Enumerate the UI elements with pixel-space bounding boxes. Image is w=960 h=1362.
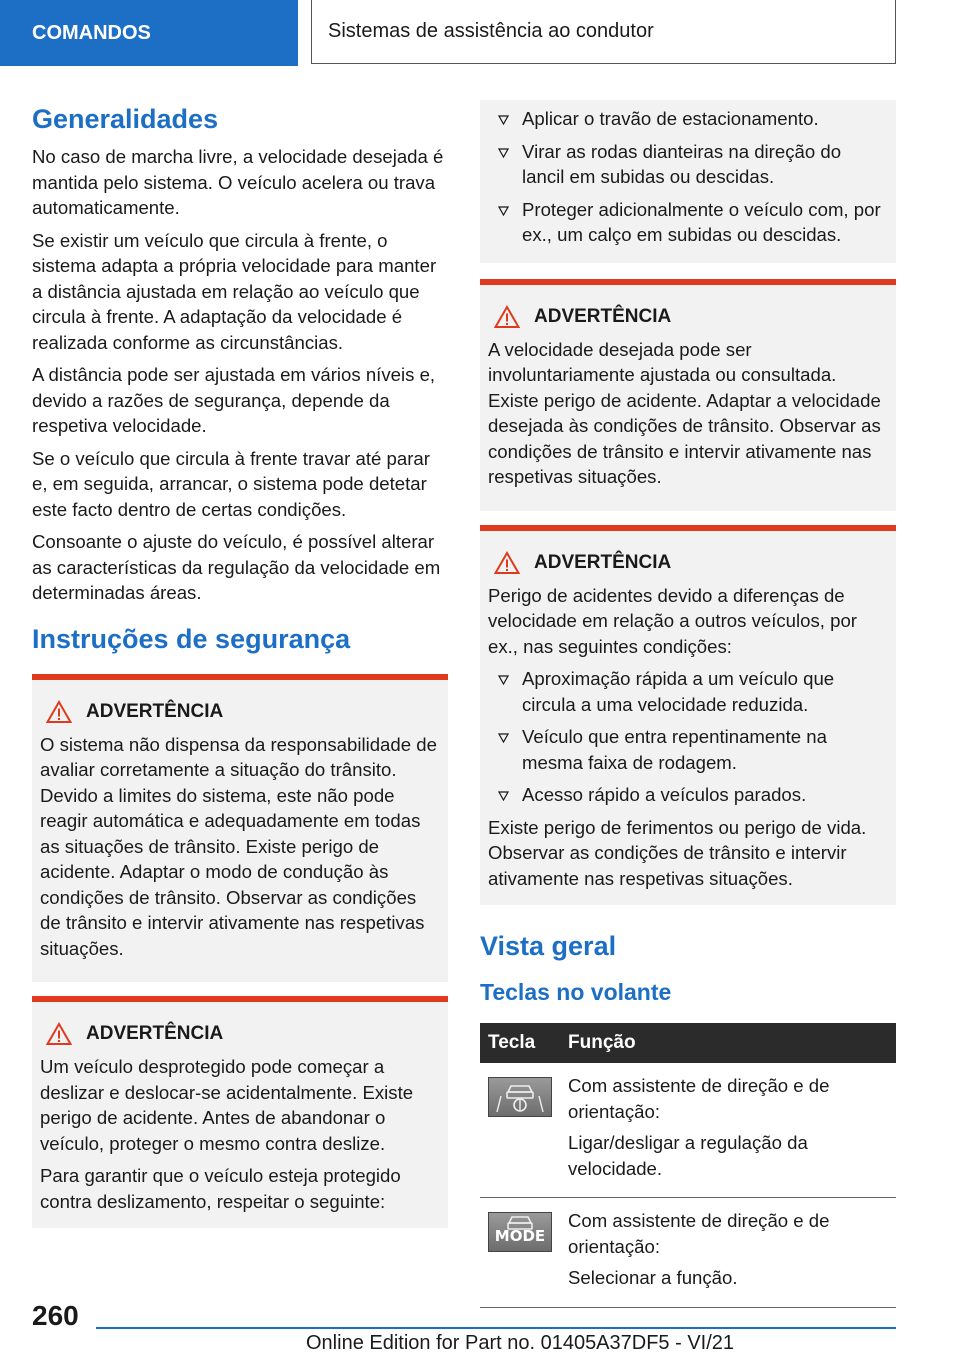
list-item: Aproximação rápida a um veículo que circula a uma velocidade reduzida. (488, 666, 888, 717)
paragraph: No caso de marcha livre, a velocidade desejada é mantida pelo sistema. O veículo acelera ou trava automaticamente. (32, 146, 444, 218)
left-column (32, 100, 448, 1242)
warning-box (480, 279, 896, 511)
precaution-list-box (480, 100, 896, 263)
steering-assist-key-icon (488, 1077, 552, 1117)
table-header-row (480, 1023, 896, 1063)
paragraph: Se o veículo que circula à frente travar até parar e, em seguida, arrancar, o sistema pode detetar este facto dentro de certas condições. (32, 447, 430, 520)
warning-title-text: ADVERTÊNCIA (86, 700, 224, 722)
mode-key-icon (488, 1212, 552, 1252)
warning-text: A velocidade desejada pode ser involuntariamente ajustada ou consultada. Existe perigo de acidente. Adaptar a velocidade desejada às condições de trânsito. Observar as condições de trânsito e intervir ativamente nas respetivas situações. (488, 338, 881, 487)
triangle-bullet-icon (498, 791, 509, 801)
warning-text: Para garantir que o veículo esteja protegido contra deslizamento, respeitar o seguinte: (40, 1165, 401, 1212)
heading-overview: Vista geral (480, 931, 617, 961)
list-item: Veículo que entra repentinamente na mesma faixa de rodagem. (488, 724, 888, 775)
warning-triangle-icon (46, 700, 72, 724)
footer-divider (96, 1327, 896, 1329)
triangle-bullet-icon (498, 148, 509, 158)
warning-title-text: ADVERTÊNCIA (86, 1023, 224, 1044)
section-tab: COMANDOS (0, 0, 298, 66)
warning-title (40, 1022, 440, 1046)
function-text: Selecionar a função. (568, 1267, 738, 1288)
mode-key-label: MODE (494, 1226, 546, 1245)
heading-steering-keys: Teclas no volante (480, 979, 672, 1005)
triangle-bullet-icon (498, 115, 509, 125)
warning-title (40, 700, 440, 724)
chapter-title: Sistemas de assistência ao condutor (311, 0, 896, 64)
page-number: 260 (32, 1300, 79, 1331)
warning-box (32, 674, 448, 983)
precaution-list (488, 106, 888, 248)
keys-table (480, 1023, 896, 1308)
warning-title-text: ADVERTÊNCIA (534, 551, 672, 573)
warning-text: Um veículo desprotegido pode começar a deslizar e deslocar-se acidentalmente. Existe perigo de acidente. Antes de abandonar o veículo, proteger o mesmo contra deslize. (40, 1056, 414, 1154)
function-text: Ligar/desligar a regulação da velocidade. (568, 1132, 808, 1179)
paragraph: Consoante o ajuste do veículo, é possível alterar as características da regulação da velocidade em determinadas áreas. (32, 531, 441, 603)
warning-list (488, 666, 888, 808)
paragraph: A distância pode ser ajustada em vários níveis e, devido a razões de segurança, depende da respetiva velocidade. (32, 364, 436, 436)
list-item: Acesso rápido a veículos parados. (488, 782, 888, 808)
warning-text: Existe perigo de ferimentos ou perigo de vida. Observar as condições de trânsito e intervir ativamente nas respetivas situações. (488, 816, 867, 889)
warning-text: O sistema não dispensa da responsabilidade de avaliar corretamente a situação do trânsito. Devido a limites do sistema, este não pode reagir automática e adequadamente em todas as situações de trânsito. Existe perigo de acidente. Adaptar o modo de condução às condições de trânsito. Observar as condições de trânsito e intervir ativamente nas respetivas situações. (40, 733, 437, 959)
warning-triangle-icon (46, 1022, 72, 1046)
triangle-bullet-icon (498, 733, 509, 743)
warning-box (32, 996, 448, 1228)
warning-text: Perigo de acidentes devido a diferenças de velocidade em relação a outros veículos, por ex., nas seguintes condições: (488, 584, 857, 657)
paragraph: Se existir um veículo que circula à frente, o sistema adapta a própria velocidade para manter a distância ajustada em relação ao veículo que circula à frente. A adaptação da velocidade é realizada conforme as circunstâncias. (32, 229, 437, 353)
table-row (480, 1063, 896, 1198)
function-text: Com assistente de direção e de orientação: (568, 1210, 830, 1257)
warning-triangle-icon (494, 551, 520, 575)
list-item: Aplicar o travão de estacionamento. (488, 106, 888, 132)
warning-title-text: ADVERTÊNCIA (534, 305, 672, 327)
column-header-function: Função (560, 1023, 896, 1063)
table-row (480, 1198, 896, 1308)
list-item: Proteger adicionalmente o veículo com, por ex., um calço em subidas ou descidas. (488, 197, 888, 248)
triangle-bullet-icon (498, 206, 509, 216)
list-item: Virar as rodas dianteiras na direção do lancil em subidas ou descidas. (488, 139, 888, 190)
warning-box (480, 525, 896, 906)
warning-title (488, 551, 888, 575)
warning-triangle-icon (494, 305, 520, 329)
right-column (480, 100, 896, 1308)
triangle-bullet-icon (498, 675, 509, 685)
heading-safety: Instruções de segurança (32, 623, 351, 654)
function-text: Com assistente de direção e de orientação: (568, 1075, 830, 1122)
footer-edition: Online Edition for Part no. 01405A37DF5 - VI/21 (306, 1332, 735, 1354)
column-header-key: Tecla (480, 1023, 560, 1063)
heading-generalidades: Generalidades (32, 104, 219, 134)
warning-title (488, 305, 888, 329)
page-header (0, 0, 960, 66)
